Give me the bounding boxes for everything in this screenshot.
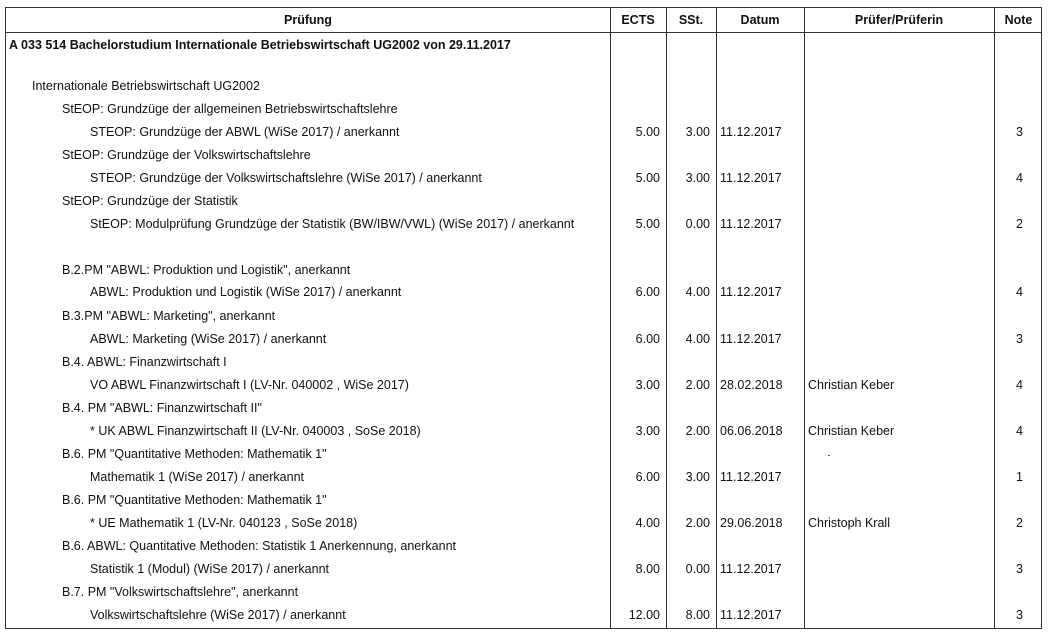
exam-sst: 4.00 xyxy=(685,285,710,299)
exam-ects: 5.00 xyxy=(635,217,660,231)
header-sst: SSt. xyxy=(678,13,704,27)
exam-sst: 2.00 xyxy=(685,378,710,392)
module-label: B.6. PM "Quantitative Methoden: Mathematik 1" xyxy=(62,447,327,461)
exam-date: 11.12.2017 xyxy=(720,562,782,576)
exam-examiner: Christoph Krall xyxy=(808,516,890,530)
exam-grade: 3 xyxy=(1016,608,1023,622)
module-label: B.6. ABWL: Quantitative Methoden: Statistik 1 Anerkennung, anerkannt xyxy=(62,539,456,553)
exam-grade: 3 xyxy=(1016,562,1023,576)
transcript-table xyxy=(5,7,1042,629)
exam-ects: 12.00 xyxy=(628,608,660,622)
exam-grade: 1 xyxy=(1016,470,1023,484)
exam-sst: 3.00 xyxy=(685,171,710,185)
exam-ects: 5.00 xyxy=(635,125,660,139)
module-label: StEOP: Grundzüge der Volkswirtschaftslehre xyxy=(62,148,311,162)
exam-date: 11.12.2017 xyxy=(720,125,782,139)
exam-sst: 3.00 xyxy=(685,470,710,484)
exam-ects: 6.00 xyxy=(635,285,660,299)
exam-date: 11.12.2017 xyxy=(720,285,782,299)
exam-date: 11.12.2017 xyxy=(720,470,782,484)
exam-grade: 2 xyxy=(1016,217,1023,231)
exam-date: 28.02.2018 xyxy=(720,378,783,392)
exam-ects: 3.00 xyxy=(635,424,660,438)
exam-label: Volkswirtschaftslehre (WiSe 2017) / anerkannt xyxy=(90,608,346,622)
exam-date: 06.06.2018 xyxy=(720,424,783,438)
exam-grade: 4 xyxy=(1016,171,1023,185)
exam-ects: 5.00 xyxy=(635,171,660,185)
header-examiner: Prüfer/Prüferin xyxy=(854,13,944,27)
exam-sst: 8.00 xyxy=(685,608,710,622)
exam-date: 29.06.2018 xyxy=(720,516,783,530)
exam-ects: 6.00 xyxy=(635,470,660,484)
module-label: B.3.PM "ABWL: Marketing", anerkannt xyxy=(62,309,276,323)
exam-sst: 0.00 xyxy=(685,217,710,231)
exam-label: STEOP: Grundzüge der ABWL (WiSe 2017) / anerkannt xyxy=(90,125,400,139)
exam-sst: 3.00 xyxy=(685,125,710,139)
program-title: A 033 514 Bachelorstudium Internationale Betriebswirtschaft UG2002 von 29.11.2017 xyxy=(9,38,511,52)
group-label: Internationale Betriebswirtschaft UG2002 xyxy=(32,79,260,93)
exam-sst: 2.00 xyxy=(685,516,710,530)
exam-examiner: Christian Keber xyxy=(808,424,895,438)
header-exam: Prüfung xyxy=(284,13,332,27)
exam-grade: 3 xyxy=(1016,125,1023,139)
exam-ects: 8.00 xyxy=(635,562,660,576)
exam-label: VO ABWL Finanzwirtschaft I (LV-Nr. 040002 , WiSe 2017) xyxy=(90,378,409,392)
header-date: Datum xyxy=(740,13,780,27)
exam-grade: 4 xyxy=(1016,285,1023,299)
module-label: StEOP: Grundzüge der allgemeinen Betriebswirtschaftslehre xyxy=(62,102,398,116)
exam-ects: 3.00 xyxy=(635,378,660,392)
exam-sst: 2.00 xyxy=(685,424,710,438)
exam-label: ABWL: Marketing (WiSe 2017) / anerkannt xyxy=(90,332,327,346)
exam-date: 11.12.2017 xyxy=(720,332,782,346)
exam-grade: 4 xyxy=(1016,378,1023,392)
exam-label: * UE Mathematik 1 (LV-Nr. 040123 , SoSe 2018) xyxy=(90,516,358,530)
header-grade: Note xyxy=(1004,13,1033,27)
module-label: B.2.PM "ABWL: Produktion und Logistik", anerkannt xyxy=(62,263,351,277)
exam-label: * UK ABWL Finanzwirtschaft II (LV-Nr. 040003 , SoSe 2018) xyxy=(90,424,421,438)
exam-grade: 2 xyxy=(1016,516,1023,530)
exam-sst: 4.00 xyxy=(685,332,710,346)
scan-dot xyxy=(828,455,830,456)
module-label: B.7. PM "Volkswirtschaftslehre", anerkannt xyxy=(62,585,299,599)
exam-date: 11.12.2017 xyxy=(720,217,782,231)
exam-examiner: Christian Keber xyxy=(808,378,895,392)
exam-grade: 3 xyxy=(1016,332,1023,346)
exam-date: 11.12.2017 xyxy=(720,608,782,622)
module-label: B.4. PM "ABWL: Finanzwirtschaft II" xyxy=(62,401,262,415)
exam-grade: 4 xyxy=(1016,424,1023,438)
exam-label: Mathematik 1 (WiSe 2017) / anerkannt xyxy=(90,470,304,484)
exam-sst: 0.00 xyxy=(685,562,710,576)
exam-ects: 6.00 xyxy=(635,332,660,346)
exam-label: Statistik 1 (Modul) (WiSe 2017) / anerkannt xyxy=(90,562,329,576)
module-label: B.4. ABWL: Finanzwirtschaft I xyxy=(62,355,227,369)
header-ects: ECTS xyxy=(621,13,655,27)
exam-label: STEOP: Grundzüge der Volkswirtschaftslehre (WiSe 2017) / anerkannt xyxy=(90,171,482,185)
exam-label: StEOP: Modulprüfung Grundzüge der Statistik (BW/IBW/VWL) (WiSe 2017) / anerkannt xyxy=(90,217,575,231)
exam-ects: 4.00 xyxy=(635,516,660,530)
exam-date: 11.12.2017 xyxy=(720,171,782,185)
module-label: StEOP: Grundzüge der Statistik xyxy=(62,194,238,208)
exam-label: ABWL: Produktion und Logistik (WiSe 2017) / anerkannt xyxy=(90,285,402,299)
module-label: B.6. PM "Quantitative Methoden: Mathematik 1" xyxy=(62,493,327,507)
